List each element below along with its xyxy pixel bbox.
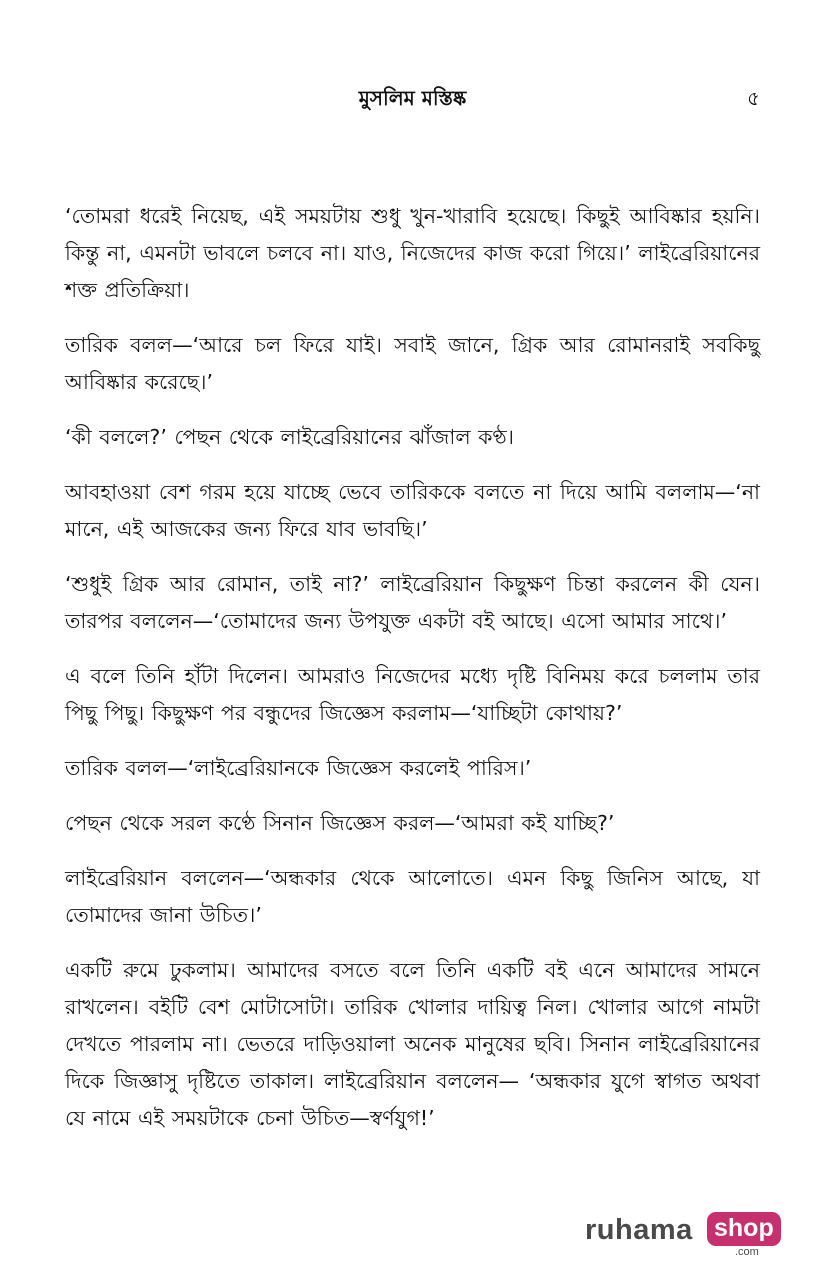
paragraph-7: তারিক বলল—‘লাইব্রেরিয়ানকে জিজ্ঞেস করলেই পারিস।’ — [65, 756, 532, 780]
logo-word: ruhama — [585, 1214, 693, 1246]
paragraph-4: আবহাওয়া বেশ গরম হয়ে যাচ্ছে ভেবে তারিককে বলতে না দিয়ে আমি বললাম—‘না মানে, এই আজকের জন্য ফিরে যাব ভাবছি।’ — [65, 480, 760, 541]
body-text — [65, 198, 760, 1155]
paragraph-5: ‘শুধুই গ্রিক আর রোমান, তাই না?’ লাইব্রেরিয়ান কিছুক্ষণ চিন্তা করলেন কী যেন। তারপর বললেন—‘তোমাদের জন্য উপযুক্ত একটা বই আছে। এসো আমার সাথে।’ — [65, 572, 760, 633]
page-number: ৫ — [747, 86, 760, 110]
logo-sub: .com — [735, 1246, 759, 1258]
page-header — [65, 80, 760, 120]
paragraph-9: লাইব্রেরিয়ান বললেন—‘অন্ধকার থেকে আলোতে। এমন কিছু জিনিস আছে, যা তোমাদের জানা উচিত।’ — [65, 866, 760, 927]
ruhamashop-watermark-logo — [585, 1208, 785, 1258]
paragraph-8: পেছন থেকে সরল কণ্ঠে সিনান জিজ্ঞেস করল—‘আমরা কই যাচ্ছি?’ — [65, 811, 615, 835]
paragraph-10: একটি রুমে ঢুকলাম। আমাদের বসতে বলে তিনি একটি বই এনে আমাদের সামনে রাখলেন। বইটি বেশ মোটাসোটা। তারিক খোলার দায়িত্ব নিল। খোলার আগে নামটা দেখতে পারলাম না। ভেতরে দাড়িওয়ালা অনেক মানুষের ছবি। সিনান লাইব্রেরিয়ানের দিকে জিজ্ঞাসু দৃষ্টিতে তাকাল। লাইব্রেরিয়ান বললেন— ‘অন্ধকার যুগে স্বাগত অথবা যে নামে এই সময়টাকে চেনা উচিত—স্বর্ণযুগ!’ — [65, 958, 760, 1130]
paragraph-1: ‘তোমরা ধরেই নিয়েছ, এই সময়টায় শুধু খুন-খারাবি হয়েছে। কিছুই আবিষ্কার হয়নি। কিন্তু না, এমনটা ভাবলে চলবে না। যাও, নিজেদের কাজ করো গিয়ে।’ লাইব্রেরিয়ানের শক্ত প্রতিক্রিয়া। — [65, 204, 760, 302]
logo-badge: shop — [707, 1212, 781, 1246]
running-title: মুসলিম মস্তিষ্ক — [358, 86, 467, 110]
paragraph-3: ‘কী বললে?’ পেছন থেকে লাইব্রেরিয়ানের ঝাঁজাল কণ্ঠ। — [65, 425, 514, 449]
paragraph-6: এ বলে তিনি হাঁটা দিলেন। আমরাও নিজেদের মধ্যে দৃষ্টি বিনিময় করে চললাম তার পিছু পিছু। কিছুক্ষণ পর বন্ধুদের জিজ্ঞেস করলাম—‘যাচ্ছিটা কোথায়?’ — [65, 664, 760, 725]
paragraph-2: তারিক বলল—‘আরে চল ফিরে যাই। সবাই জানে, গ্রিক আর রোমানরাই সবকিছু আবিষ্কার করেছে।’ — [65, 333, 760, 394]
